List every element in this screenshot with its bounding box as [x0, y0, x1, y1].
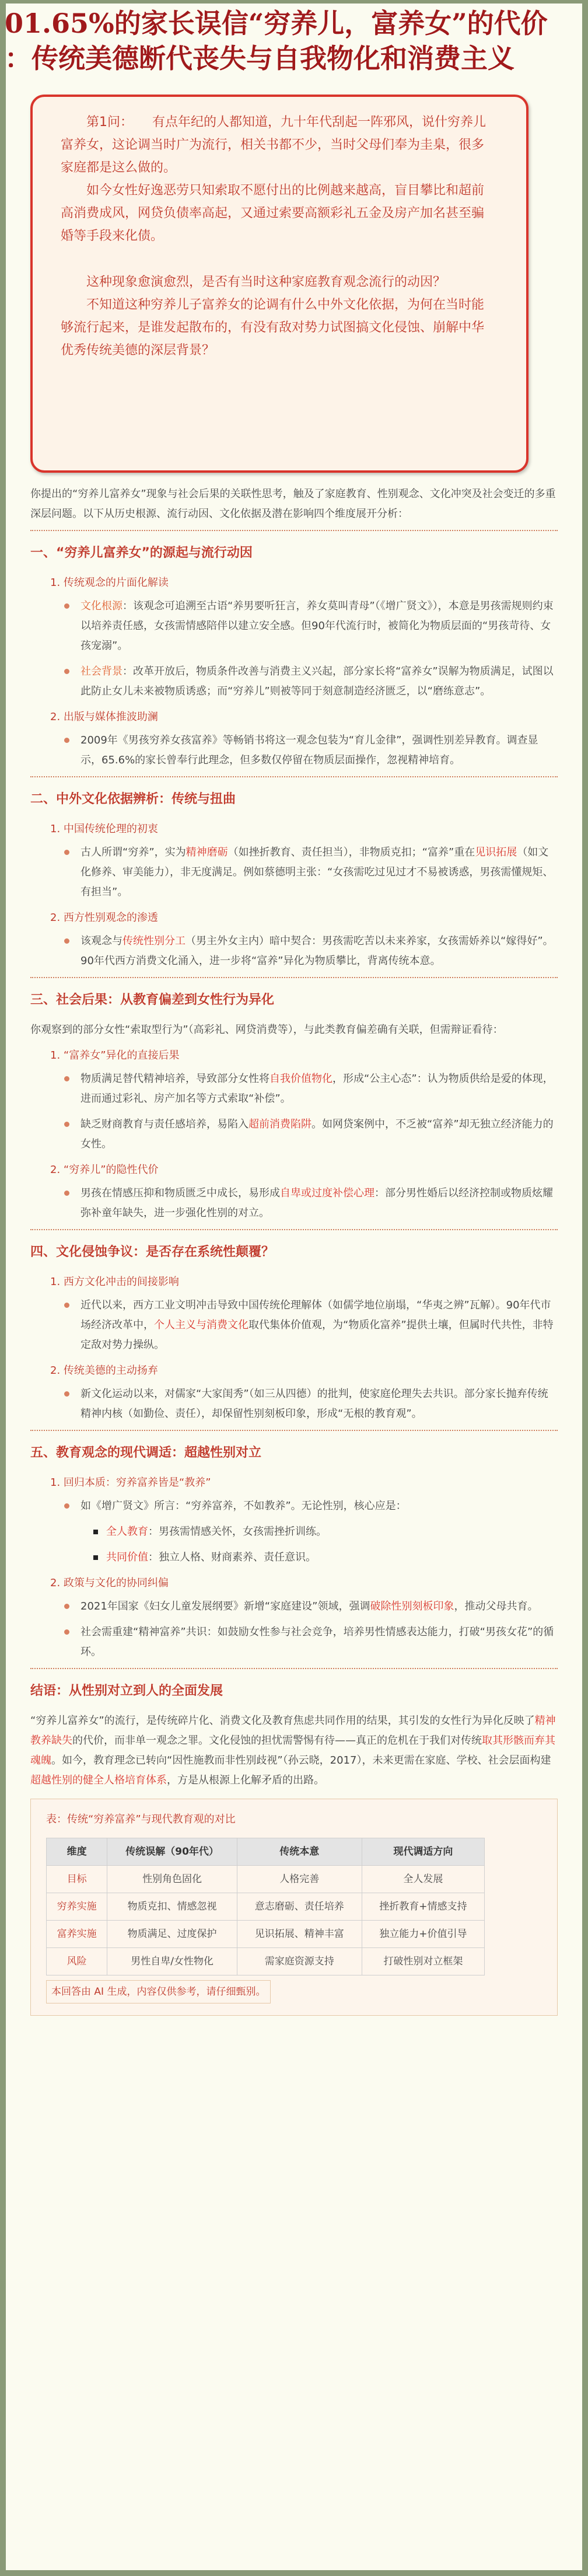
ai-disclaimer: 本回答由 AI 生成，内容仅供参考，请仔细甄别。 — [46, 1980, 271, 2003]
table-cell: 独立能力+价值引导 — [362, 1921, 484, 1948]
comparison-table-box — [30, 1799, 558, 2016]
section-3-sub-1: 1. “富养女”异化的直接后果 — [50, 1049, 180, 1062]
table-cell: 人格完善 — [237, 1866, 362, 1893]
question-paragraph-1: 第1问： 有点年纪的人都知道，九十年代刮起一阵邪风，说什穷养儿富养女，这论调当时广为流行，相关书都不少，当时父母们奉为圭臬，很多家庭都是这么做的。 — [61, 115, 486, 175]
section-2-sub-1: 1. 中国传统伦理的初衷 — [50, 823, 158, 835]
table-cell: 目标 — [47, 1866, 107, 1893]
table-cell: 男性自卑/女性物化 — [107, 1948, 237, 1975]
table-cell: 物质克扣、情感忽视 — [107, 1893, 237, 1921]
divider — [30, 977, 558, 978]
table-header: 现代调适方向 — [362, 1838, 484, 1866]
section-5-heading: 五、教育观念的现代调适：超越性别对立 — [30, 1446, 262, 1460]
list-item: 共同价值：独立人格、财商素养、责任意识。 — [106, 1548, 558, 1568]
question-paragraph-3: 这种现象愈演愈烈，是否有当时这种家庭教育观念流行的动因？ — [86, 275, 446, 289]
divider — [30, 530, 558, 531]
section-1-heading: 一、“穷养儿富养女”的源起与流行动因 — [30, 546, 253, 560]
list-item: 男孩在情感压抑和物质匮乏中成长，易形成自卑或过度补偿心理：部分男性婚后以经济控制或物质炫耀弥补童年缺失，进一步强化性别的对立。 — [80, 1184, 558, 1223]
list-item: 如《增广贤文》所言：“穷养富养，不如教养”。无论性别，核心应是： — [80, 1496, 558, 1516]
divider — [30, 1668, 558, 1669]
list-item: 近代以来，西方工业文明冲击导致中国传统伦理解体（如儒学地位崩塌，“华夷之辨”瓦解）。90年代市场经济改革中，个人主义与消费文化取代集体价值观，为“物质化富养”提供土壤，但属时代共性，非特定敌对势力操纵。 — [80, 1296, 558, 1355]
list-item: 2021年国家《妇女儿童发展纲要》新增“家庭建设”领域，强调破除性别刻板印象，推动父母共育。 — [80, 1597, 558, 1617]
table-cell: 物质满足、过度保护 — [107, 1921, 237, 1948]
list-item: 文化根源：该观念可追溯至古语“养男要听狂言，养女莫叫青母”（《增广贤文》），本意是男孩需规则约束以培养责任感，女孩需情感陪伴以建立安全感。但90年代流行时，被简化为物质层面的“男孩苛待、女孩宠溺”。 — [80, 596, 558, 656]
answer-lead: 你提出的“穷养儿富养女”现象与社会后果的关联性思考，触及了家庭教育、性别观念、文化冲突及社会变迁的多重深层问题。以下从历史根源、流行动因、文化依据及潜在影响四个维度展开分析： — [30, 488, 556, 520]
section-2-sub-2: 2. 西方性别观念的渗透 — [50, 912, 158, 924]
table-cell: 挫折教育+情感支持 — [362, 1893, 484, 1921]
question-paragraph-2: 如今女性好逸恶劳只知索取不愿付出的比例越来越高，盲目攀比和超前高消费成风，网贷负债率高起，又通过索要高额彩礼五金及房产加名甚至骗婚等手段来化债。 — [61, 183, 485, 243]
section-4-heading: 四、文化侵蚀争议：是否存在系统性颠覆？ — [30, 1245, 275, 1259]
table-cell: 打破性别对立框架 — [362, 1948, 484, 1975]
table-row — [47, 1893, 485, 1921]
section-5-sub-1: 1. 回归本质：穷养富养皆是“教养” — [50, 1477, 211, 1489]
section-3-lead: 你观察到的部分女性“索取型行为”（高彩礼、网贷消费等），与此类教育偏差确有关联，但需辩证看待： — [30, 1024, 503, 1036]
divider — [30, 1229, 558, 1230]
table-header: 传统本意 — [237, 1838, 362, 1866]
title-line-2: ：传统美德断代丧失与自我物化和消费主义 — [5, 43, 514, 74]
table-row — [47, 1866, 485, 1893]
comparison-table — [46, 1838, 485, 1975]
table-cell: 富养实施 — [47, 1921, 107, 1948]
conclusion-paragraph: “穷养儿富养女”的流行，是传统碎片化、消费文化及教育焦虑共同作用的结果，其引发的女性行为异化反映了精神教养缺失的代价，而非单一观念之罪。文化侵蚀的担忧需警惕有待——真正的危机在于我们对传统取其形骸而弃其魂魄。如今，教育理念已转向“因性施教而非性别歧视”（孙云晓，2017），未来更需在家庭、学校、社会层面构建超越性别的健全人格培育体系，方是从根源上化解矛盾的出路。 — [30, 1715, 556, 1786]
section-4-sub-1: 1. 西方文化冲击的间接影响 — [50, 1276, 179, 1288]
section-1-sub-1: 1. 传统观念的片面化解读 — [50, 577, 169, 589]
table-cell: 全人发展 — [362, 1866, 484, 1893]
table-cell: 意志磨砺、责任培养 — [237, 1893, 362, 1921]
table-cell: 穷养实施 — [47, 1893, 107, 1921]
list-item: 物质满足替代精神培养，导致部分女性将自我价值物化，形成“公主心态”：认为物质供给是爱的体现，进而通过彩礼、房产加名等方式索取“补偿”。 — [80, 1069, 558, 1109]
conclusion — [30, 1680, 558, 2016]
table-cell: 见识拓展、精神丰富 — [237, 1921, 362, 1948]
table-row — [47, 1948, 485, 1975]
table-cell: 风险 — [47, 1948, 107, 1975]
list-item: 缺乏财商教育与责任感培养，易陷入超前消费陷阱。如网贷案例中，不乏被“富养”却无独立经济能力的女性。 — [80, 1115, 558, 1154]
list-item: 全人教育：男孩需情感关怀，女孩需挫折训练。 — [106, 1522, 558, 1542]
list-item: 社会背景：改革开放后，物质条件改善与消费主义兴起，部分家长将“富养女”误解为物质满足，试图以此防止女儿未来被物质诱惑；而“穷养儿”则被等同于刻意制造经济匮乏，以“磨练意志”。 — [80, 662, 558, 701]
list-item: 社会需重建“精神富养”共识：如鼓励女性参与社会竞争，培养男性情感表达能力，打破“男孩女花”的循环。 — [80, 1622, 558, 1662]
divider — [30, 1430, 558, 1431]
section-3-sub-2: 2. “穷养儿”的隐性代价 — [50, 1164, 159, 1176]
table-caption: 表：传统“穷养富养”与现代教育观的对比 — [46, 1813, 236, 1825]
question-box — [30, 95, 528, 473]
section-2-heading: 二、中外文化依据辨析：传统与扭曲 — [30, 792, 236, 807]
title-line-1: 01.65%的家长误信“穷养儿，富养女”的代价 — [5, 8, 548, 39]
table-header: 传统误解（90年代） — [107, 1838, 237, 1866]
section-3-heading: 三、社会后果：从教育偏差到女性行为异化 — [30, 993, 275, 1007]
table-header: 维度 — [47, 1838, 107, 1866]
table-header-row — [47, 1838, 485, 1866]
page-title — [5, 6, 576, 76]
list-item: 新文化运动以来，对儒家“大家闺秀”（如三从四德）的批判，使家庭伦理失去共识。部分家长抛弃传统精神内核（如勤俭、责任），却保留性别刻板印象，形成“无根的教育观”。 — [80, 1384, 558, 1424]
table-cell: 需家庭资源支持 — [237, 1948, 362, 1975]
table-row — [47, 1921, 485, 1948]
section-4-sub-2: 2. 传统美德的主动扬弃 — [50, 1364, 158, 1377]
question-paragraph-4: 不知道这种穷养儿子富养女的论调有什么中外文化依据，为何在当时能够流行起来，是谁发起散布的，有没有敌对势力试图搞文化侵蚀、崩解中华优秀传统美德的深层背景？ — [61, 298, 485, 358]
divider — [30, 776, 558, 777]
table-cell: 性别角色固化 — [107, 1866, 237, 1893]
section-5-sub-2: 2. 政策与文化的协同纠偏 — [50, 1577, 169, 1589]
conclusion-heading: 结语：从性别对立到人的全面发展 — [30, 1684, 223, 1698]
list-item: 2009年《男孩穷养女孩富养》等畅销书将这一观念包装为“育儿金律”，强调性别差异教育。调查显示，65.6%的家长曾奉行此理念，但多数仅停留在物质层面操作，忽视精神培育。 — [80, 731, 558, 770]
list-item: 该观念与传统性别分工（男主外女主内）暗中契合：男孩需吃苦以未来养家，女孩需娇养以“嫁得好”。90年代西方消费文化涌入，进一步将“富养”异化为物质攀比，背离传统本意。 — [80, 931, 558, 971]
list-item: 古人所谓“穷养”，实为精神磨砺（如挫折教育、责任担当），非物质克扣；“富养”重在见识拓展（如文化修养、审美能力），非无度满足。例如蔡德明主张：“女孩需吃过见过才不易被诱惑，男孩需懂规矩、有担当”。 — [80, 843, 558, 902]
answer-content — [30, 484, 558, 2016]
section-1-sub-2: 2. 出版与媒体推波助澜 — [50, 711, 158, 723]
